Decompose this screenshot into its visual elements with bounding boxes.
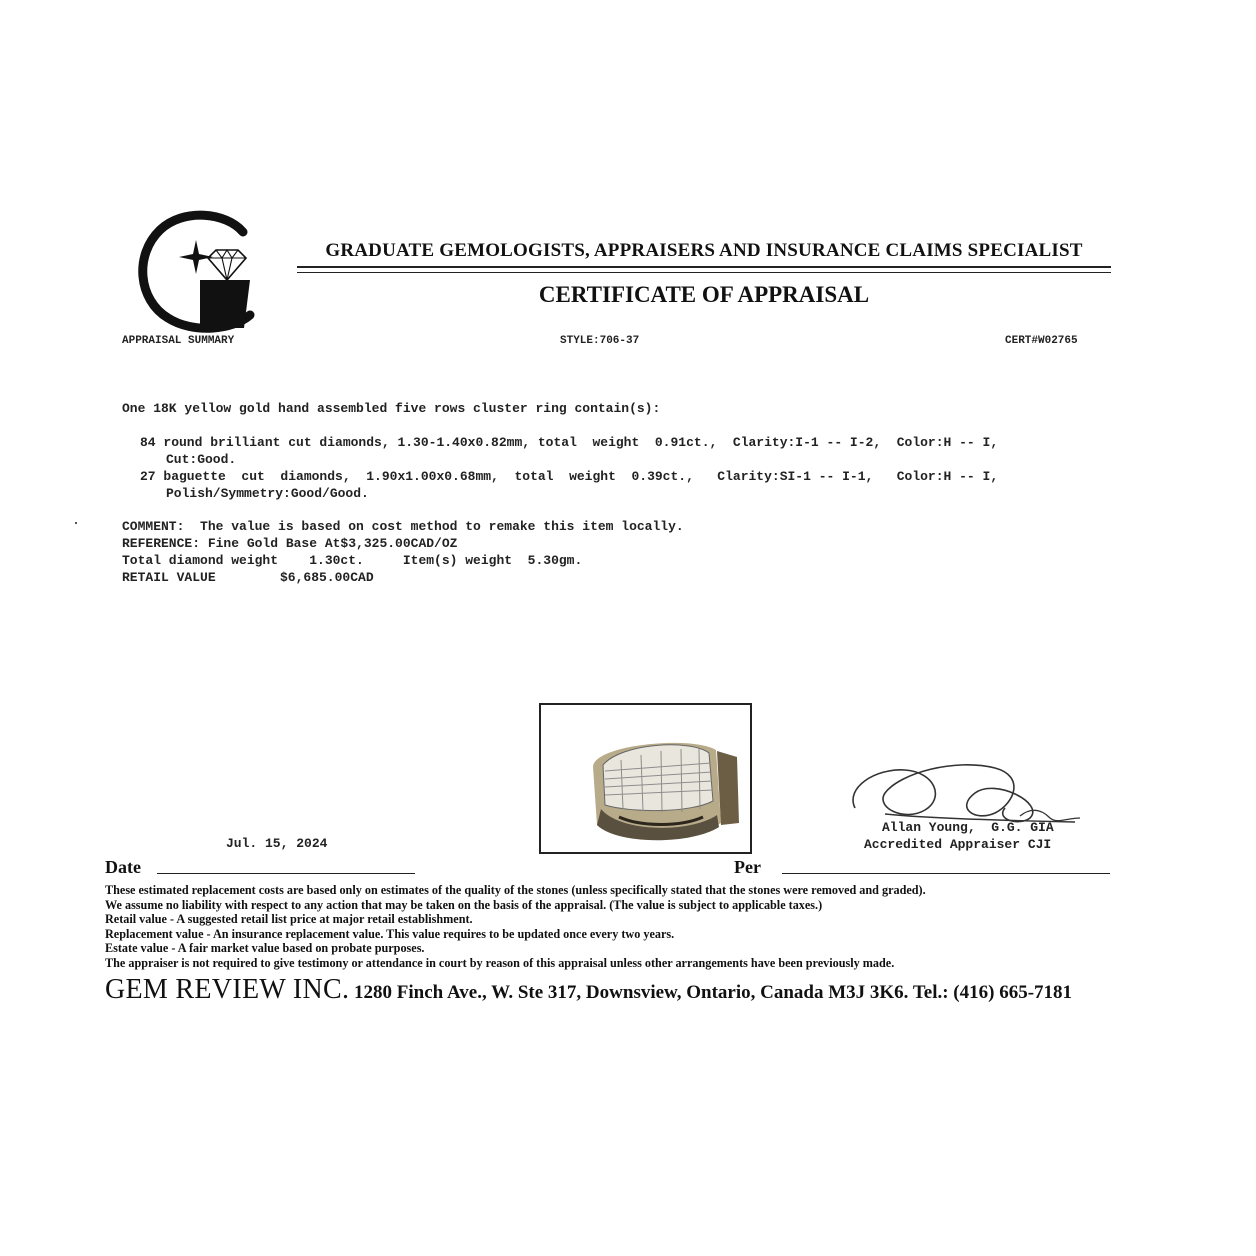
description-intro: One 18K yellow gold hand assembled five rows cluster ring contain(s): [122,401,661,416]
footer-address: 1280 Finch Ave., W. Ste 317, Downsview, Ontario, Canada M3J 3K6. Tel.: (416) 665-7181 [349,982,1073,1003]
header-divider [297,266,1111,268]
retail-value-amount: $6,685.00CAD [280,570,374,585]
stone-2-line-2: Polish/Symmetry:Good/Good. [166,486,369,501]
disclaimer-line: Retail value - A suggested retail list price at major retail establishment. [105,912,473,927]
cert-number: CERT#W02765 [1005,335,1078,347]
disclaimer-line: Replacement value - An insurance replacement value. This value requires to be updated once every two years. [105,926,675,941]
ring-photo-icon [541,705,750,852]
handwritten-signature-icon [845,748,1090,830]
footer [105,974,1072,1006]
appraisal-summary-label: APPRAISAL SUMMARY [122,335,235,347]
appraiser-title: Accredited Appraiser CJI [864,837,1052,852]
retail-value-label: RETAIL VALUE [122,570,216,585]
per-label: Per [734,857,761,877]
stone-1-line-1: 84 round brilliant cut diamonds, 1.30-1.40x0.82mm, total weight 0.91ct., Clarity:I-1 -- I-2, Color:H -- I, [140,435,999,450]
gg-diamond-logo-icon [138,210,263,335]
date-underline [157,873,415,874]
date-value: Jul. 15, 2024 [226,836,328,851]
disclaimer-line: Estate value - A fair market value based on probate purposes. [105,941,425,956]
weights-line: Total diamond weight 1.30ct. Item(s) weight 5.30gm. [122,553,583,568]
stone-1-line-2: Cut:Good. [166,452,237,467]
per-underline [782,873,1110,874]
certificate-title: CERTIFICATE OF APPRAISAL [538,282,870,307]
footer-company-name: GEM REVIEW INC. [105,974,350,1005]
ring-photo-frame [539,703,752,854]
disclaimer-line: The appraiser is not required to give testimony or attendance in court by reason of this appraisal unless other arrangements have been previously made. [105,955,895,970]
style-number: STYLE:706-37 [560,335,640,347]
comment-line: COMMENT: The value is based on cost method to remake this item locally. [122,519,684,534]
date-label: Date [105,857,141,877]
scan-speck [75,522,77,524]
reference-line: REFERENCE: Fine Gold Base At$3,325.00CAD/OZ [122,536,458,551]
disclaimer-line: These estimated replacement costs are based only on estimates of the quality of the stones (unless specifically stated that the stones were removed and graded). [105,883,926,897]
disclaimer-line: We assume no liability with respect to any action that may be taken on the basis of the appraisal. (The value is subject to applicable taxes.) [105,897,823,912]
organization-title: GRADUATE GEMOLOGISTS, APPRAISERS AND INSURANCE CLAIMS SPECIALIST [325,240,1083,261]
stone-2-line-1: 27 baguette cut diamonds, 1.90x1.00x0.68mm, total weight 0.39ct., Clarity:SI-1 -- I-1, Color:H -- I, [140,469,999,484]
disclaimer-block [105,883,1125,971]
header-divider-thin [297,272,1111,273]
appraiser-name: Allan Young, G.G. GIA [882,820,1054,835]
